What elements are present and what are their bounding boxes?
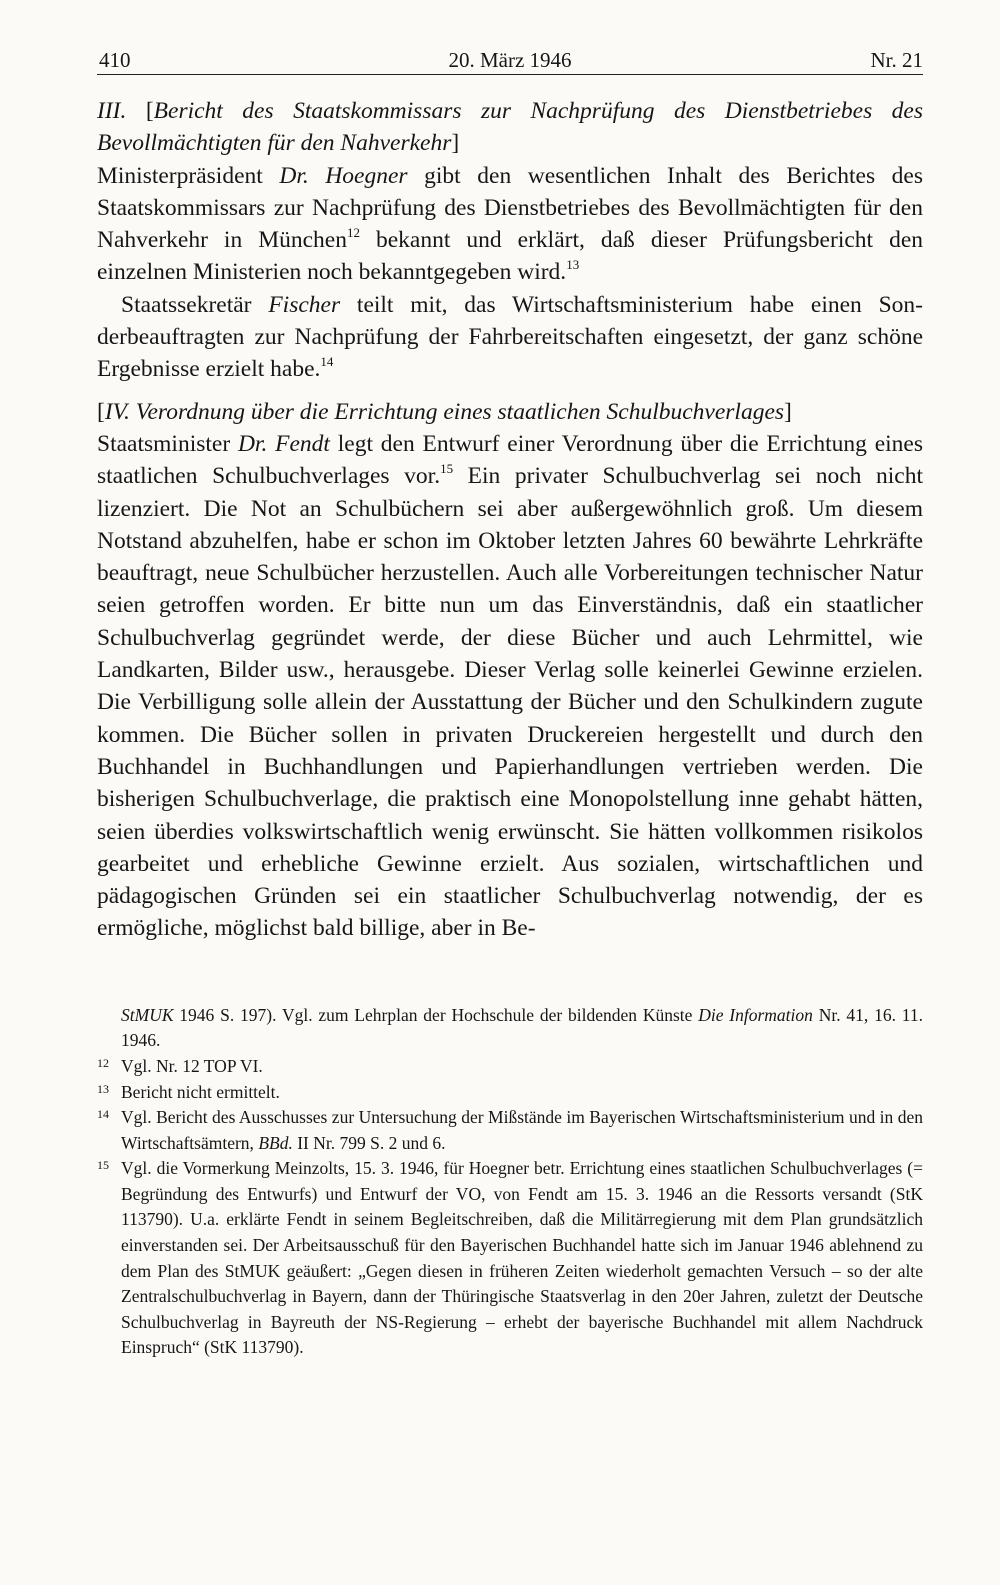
paragraph [97, 428, 923, 945]
footnote-ref: 13 [566, 257, 580, 273]
footnote-number: 15 [97, 1158, 109, 1173]
text-run: bekannt und erklärt, daß dieser Prüfungsbericht den einzelnen Ministerien noch bekanntgegeben wird. [97, 227, 923, 286]
section-heading-iii [97, 95, 923, 160]
header-date: 20. März 1946 [448, 48, 572, 72]
speaker-name: Fischer [268, 291, 341, 318]
text-run: 1946 S. 197). Vgl. zum Lehrplan der Hochschule der bildenden Künste [173, 1004, 699, 1025]
footnote-text: Vgl. Bericht des Ausschusses zur Untersuchung der Mißstände im Bayerischen Wirtschaftsministerium und in den Wirtschaftsämtern, [121, 1107, 923, 1153]
running-head [97, 40, 923, 75]
footnote-number: 14 [97, 1107, 109, 1122]
speaker-name: Dr. Hoegner [279, 162, 408, 189]
footnote-ref: 15 [440, 461, 454, 477]
bracket-close: ] [784, 398, 792, 425]
text-run: StMUK [121, 1004, 174, 1025]
footnote-number: 13 [97, 1081, 109, 1096]
heading-number: III. [97, 98, 127, 124]
heading-title: Bericht des Staatskommissars zur Nachprüfung des Dienstbetriebes des Bevollmächtigten für den Nahverkehr [97, 98, 924, 157]
heading-title: Verordnung über die Errichtung eines staatlichen Schulbuchverlages [135, 398, 785, 425]
section-heading-iv [97, 396, 923, 428]
paragraph [97, 160, 923, 289]
main-text [97, 95, 923, 945]
text-run: Nr. 41, 16. 11. 1946. [121, 1004, 923, 1051]
text-run: Die Information [698, 1004, 813, 1025]
footnote-text: Vgl. die Vormerkung Meinzolts, 15. 3. 1946, für Hoegner betr. Errichtung eines staatlichen Schulbuchverlages (= Begründung des Entwurfs) und Entwurf der VO, von Fendt am 15. 3. 1946 an die Ressorts versandt (StK 113790). U.a. erklärte Fendt in seinem Begleitschreiben, daß die Militärregierung mit dem Plan grundsätzlich einverstanden sei. Der Arbeitsausschuß für den Bayerischen Buchhandel hatte sich im Januar 1946 ablehnend zu dem Plan des StMUK geäußert: „Gegen diesen in früheren Zeiten wiederholt gemachten Versuch – so der alte Zentralschulbuchverlag in Bayern, dann der Thüringische Staatsverlag in den 20er Jahren, zuletzt der Deutsche Schulbuchverlag in Bayreuth der NS-Regierung – erhebt der bayerische Buchhandel mit allem Nachdruck Einspruch“ (StK 113790). [121, 1158, 923, 1358]
text-run: gibt den wesentlichen Inhalt des Berichtes des Staatskommissars zur Nachprüfung des Dienstbetriebes des Bevollmächtigten für den Nahverkehr in München [97, 162, 923, 254]
speaker-name: Dr. Fendt [237, 430, 330, 457]
text-run: Staatssekretär [121, 291, 269, 318]
bracket-close: ] [451, 130, 460, 157]
issue-number: Nr. 21 [870, 48, 923, 72]
footnote-text: Vgl. Nr. 12 TOP VI. [121, 1055, 263, 1076]
footnote-13 [97, 1080, 923, 1106]
text-run: Ministerpräsident [97, 162, 280, 189]
bracket-open: [ [97, 398, 105, 425]
footnote-12 [97, 1054, 923, 1080]
bracket-open: [ [145, 98, 154, 124]
footnote-14 [97, 1105, 923, 1156]
footnote-number: 12 [97, 1055, 109, 1070]
footnote-ref: 12 [346, 225, 360, 241]
text-run: BBd. [258, 1132, 293, 1153]
footnote-continuation [97, 1003, 923, 1054]
footnote-text: Bericht nicht ermittelt. [121, 1081, 280, 1102]
footnote-ref: 14 [320, 354, 334, 370]
paragraph [97, 289, 923, 386]
text-run: Ein privater Schulbuchverlag sei noch nicht lizenziert. Die Not an Schulbüchern sei aber außergewöhnlich groß. Um diesem Notstand abzuhelfen, habe er schon im Oktober letzten Jahres 60 bewährte Lehrkräfte beauftragt, neue Schulbücher herzustellen. Auch alle Vorbereitungen technischer Natur seien getroffen worden. Er bitte nun um das Einverständnis, daß ein staatlicher Schulbuchverlag gegründet werde, der diese Bücher und auch Lehrmittel, wie Landkarten, Bilder usw., herausgebe. Dieser Verlag solle keinerlei Gewinne erzielen. Die Verbilligung solle allein der Ausstattung der Bücher und den Schulkindern zugute kommen. Die Bücher sollen in privaten Druckereien hergestellt und durch den Buchhandel in Buchhandlungen und Papierhandlungen vertrieben werden. Die bisherigen Schulbuchverlage, die praktisch eine Monopolstellung inne gehabt hätten, seien überdies volkswirtschaftlich wenig erwünscht. Sie hätten vollkommen risikolos gearbeitet und erhebliche Gewinne erzielt. Aus sozialen, wirtschaftlichen und pädagogischen Gründen sei ein staatlicher Schulbuchverlag notwendig, der es ermögliche, möglichst bald billige, aber in Be- [97, 463, 924, 942]
heading-number: IV. [104, 398, 130, 425]
text-run: II Nr. 799 S. 2 und 6. [292, 1132, 446, 1153]
document-page [97, 40, 923, 1361]
text-run: teilt mit, das Wirtschaftsministerium habe einen Sonderbeauftragten zur Nachprüfung der Fahrbereitschaften eingesetzt, der ganz schöne Ergebnisse erzielt habe. [97, 291, 923, 383]
text-run: Staatsminister [97, 430, 238, 457]
footnotes [97, 1003, 923, 1361]
text-run: legt den Entwurf einer Verordnung über die Errichtung eines staatlichen Schulbuchverlages vor. [97, 430, 923, 490]
footnote-15 [97, 1156, 923, 1361]
page-number: 410 [99, 48, 131, 72]
